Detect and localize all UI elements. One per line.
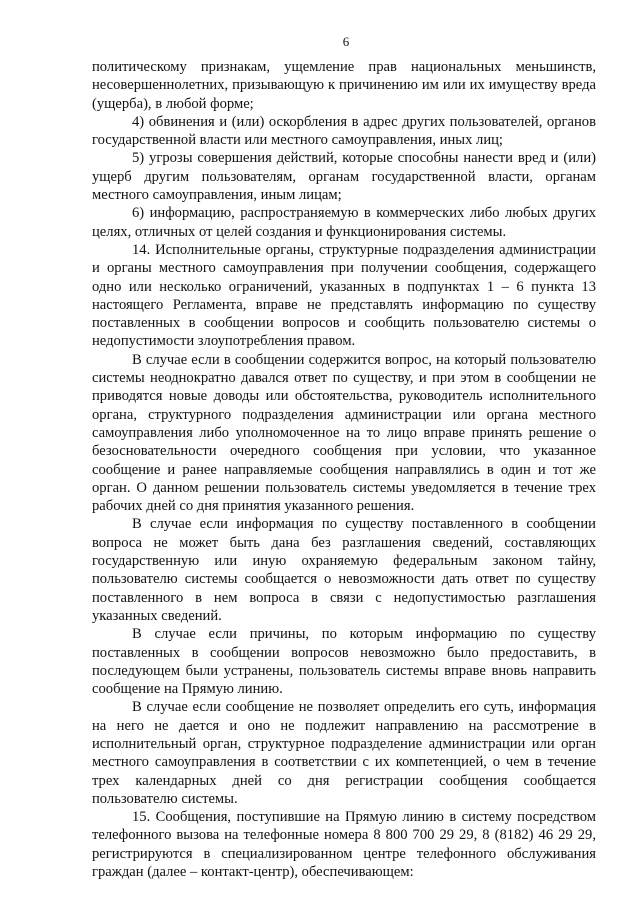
paragraph: В случае если причины, по которым информацию по существу поставленных в сообщении вопросов невозможно было предоставить, в последующем были устранены, пользователь системы вправе вновь направить сообщение на Прямую линию. — [92, 626, 596, 698]
paragraph: 5) угрозы совершения действий, которые способны нанести вред и (или) ущерб другим пользователям, органам государственной власти, органам местного самоуправления, иным лицам; — [92, 150, 596, 204]
page-number: 6 — [342, 34, 350, 49]
paragraph: 14. Исполнительные органы, структурные подразделения администрации и органы местного самоуправления при получении сообщения, содержащего одно или несколько ограничений, указанных в подпунктах 1 – 6 пункта 13 настоящего Регламента, вправе не представлять информацию по существу поставленных в сообщении вопросов и сообщить пользователю системы о недопустимости злоупотребления правом. — [92, 241, 596, 350]
paragraph: В случае если информация по существу поставленного в сообщении вопроса не может быть дана без разглашения сведений, составляющих государственную или иную охраняемую федеральным законом тайну, пользователю системы сообщается о невозможности дать ответ по существу поставленного в нем вопроса в связи с недопустимостью разглашения указанных сведений. — [92, 516, 596, 624]
paragraph: 4) обвинения и (или) оскорбления в адрес других пользователей, органов государственной власти или местного самоуправления, иных лиц; — [92, 113, 596, 149]
document-body — [92, 58, 596, 881]
paragraph: 15. Сообщения, поступившие на Прямую линию в систему посредством телефонного вызова на телефонные номера 8 800 700 29 29, 8 (8182) 46 29 29, регистрируются в специализированном центре телефонного обслуживания граждан (далее – контакт-центр), обеспечивающем: — [92, 809, 596, 881]
paragraph: В случае если в сообщении содержится вопрос, на который пользователю системы неоднократно давался ответ по существу, и при этом в сообщении не приводятся новые доводы или обстоятельства, руководитель исполнительного органа, структурного подразделения администрации или органа местного самоуправления либо уполномоченное на то лицо вправе принять решение о безосновательности очередного сообщения при условии, что указанное сообщение и ранее направляемые сообщения направлялись в один и тот же орган. О данном решении пользователь системы уведомляется в течение трех рабочих дней со дня принятия указанного решения. — [92, 351, 596, 515]
paragraph: В случае если сообщение не позволяет определить его суть, информация на него не дается и оно не подлежит направлению на рассмотрение в исполнительный орган, структурное подразделение администрации или орган местного самоуправления в соответствии с их компетенцией, о чем в течение трех календарных дней со дня регистрации сообщения сообщается пользователю системы. — [92, 699, 596, 807]
paragraph: политическому признакам, ущемление прав национальных меньшинств, несовершеннолетних, призывающую к причинению им или их имуществу вреда (ущерба), в любой форме; — [92, 59, 596, 112]
paragraph: 6) информацию, распространяемую в коммерческих либо любых других целях, отличных от целей создания и функционирования системы. — [92, 205, 596, 240]
